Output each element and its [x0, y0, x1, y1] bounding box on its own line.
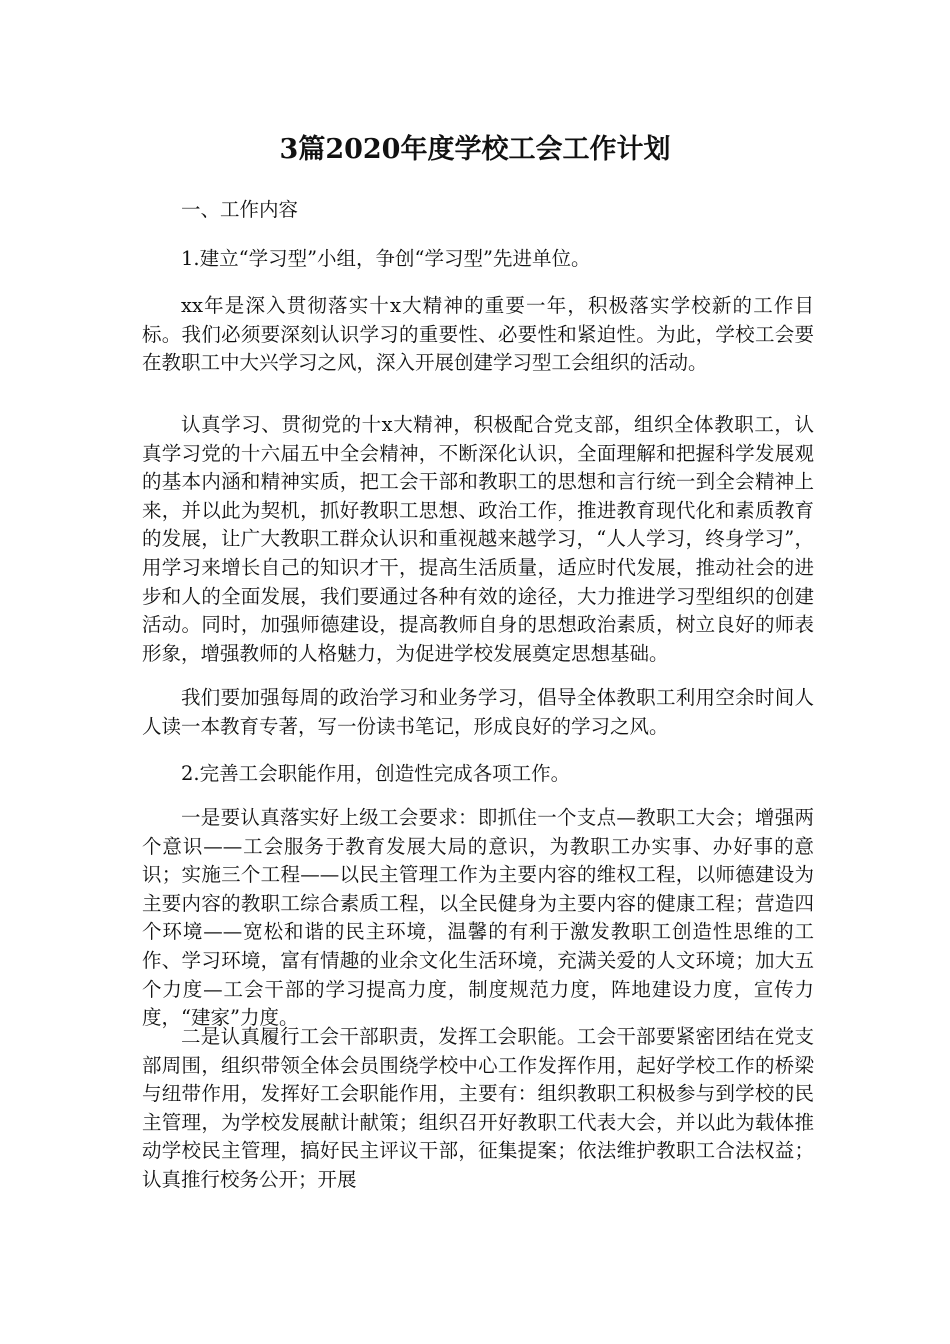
body-paragraph: xx年是深入贯彻落实十x大精神的重要一年，积极落实学校新的工作目标。我们必须要深刻认识学习的重要性、必要性和紧迫性。为此，学校工会要在教职工中大兴学习之风，深入开展创建学习型工会组织的活动。	[142, 294, 814, 375]
item-heading: 2.完善工会职能作用，创造性完成各项工作。	[181, 762, 571, 785]
section-heading: 一、工作内容	[181, 198, 299, 221]
item-heading: 1.建立“学习型”小组，争创“学习型”先进单位。	[181, 247, 591, 270]
body-paragraph: 我们要加强每周的政治学习和业务学习，倡导全体教职工利用空余时间人人读一本教育专著，写一份读书笔记，形成良好的学习之风。	[142, 686, 814, 738]
body-paragraph: 二是认真履行工会干部职责，发挥工会职能。工会干部要紧密团结在党支部周围，组织带领全体会员围绕学校中心工作发挥作用，起好学校工作的桥梁与纽带作用，发挥好工会职能作用，主要有：组织教职工积极参与到学校的民主管理，为学校发展献计献策；组织召开好教职工代表大会，并以此为载体推动学校民主管理，搞好民主评议干部，征集提案；依法维护教职工合法权益；认真推行校务公开；开展	[142, 1025, 814, 1191]
body-paragraph: 一是要认真落实好上级工会要求：即抓住一个支点—教职工大会；增强两个意识——工会服务于教育发展大局的意识，为教职工办实事、办好事的意识；实施三个工程——以民主管理工作为主要内容的维权工程，以师德建设为主要内容的教职工综合素质工程，以全民健身为主要内容的健康工程；营造四个环境——宽松和谐的民主环境，温馨的有利于激发教职工创造性思维的工作、学习环境，富有情趣的业余文化生活环境，充满关爱的人文环境；加大五个力度—工会干部的学习提高力度，制度规范力度，阵地建设力度，宣传力度，“建家”力度。	[142, 806, 814, 1030]
document-title: 3篇2020年度学校工会工作计划	[279, 134, 671, 165]
body-paragraph: 认真学习、贯彻党的十x大精神，积极配合党支部，组织全体教职工，认真学习党的十六届五中全会精神，不断深化认识，全面理解和把握科学发展观的基本内涵和精神实质，把工会干部和教职工的思想和言行统一到全会精神上来，并以此为契机，抓好教职工思想、政治工作，推进教育现代化和素质教育的发展，让广大教职工群众认识和重视越来越学习，“人人学习，终身学习”，用学习来增长自己的知识才干，提高生活质量，适应时代发展，推动社会的进步和人的全面发展，我们要通过各种有效的途径，大力推进学习型组织的创建活动。同时，加强师德建设，提高教师自身的思想政治素质，树立良好的师表形象，增强教师的人格魅力，为促进学校发展奠定思想基础。	[142, 413, 814, 665]
